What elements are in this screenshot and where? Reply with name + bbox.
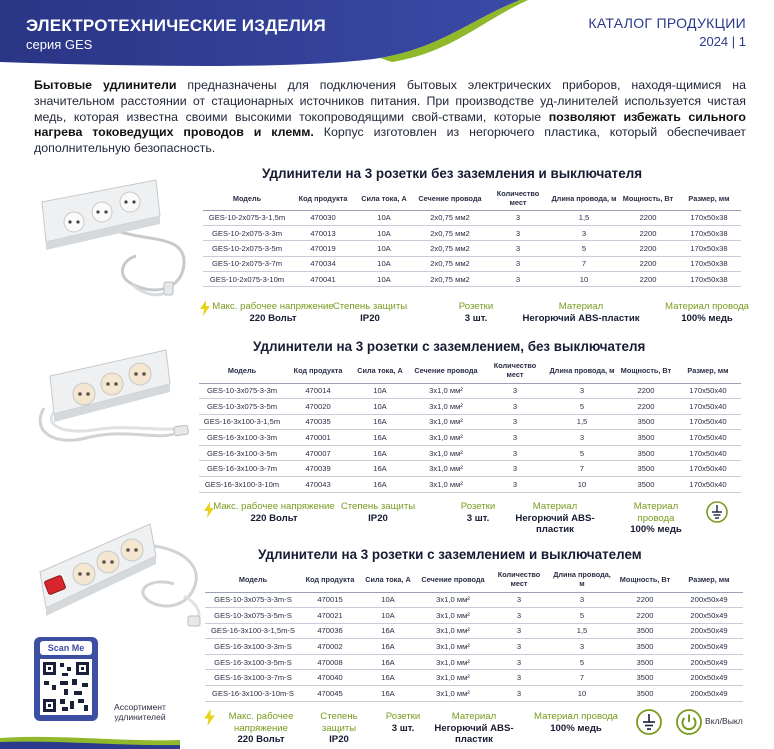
- param-value: 3 шт.: [464, 312, 488, 324]
- column-header: Сила тока, А: [355, 188, 413, 210]
- table-row: [203, 241, 741, 256]
- table-cell: 2x0,75 мм2: [413, 272, 487, 287]
- table-cell: 3: [489, 686, 549, 702]
- table-cell: 10A: [355, 256, 413, 271]
- table-cell: 2x0,75 мм2: [413, 256, 487, 271]
- table-cell: 470019: [291, 241, 355, 256]
- param-value: 220 Вольт: [249, 312, 297, 324]
- product-image-2: [34, 342, 204, 452]
- table-cell: 10A: [355, 210, 413, 225]
- table-cell: 170x50x38: [677, 225, 741, 240]
- param-material-2: [505, 501, 605, 536]
- table-cell: 3: [487, 256, 549, 271]
- param-material-1: [506, 301, 656, 324]
- table-cell: GES-16-3x100-3-3m-S: [205, 639, 301, 655]
- param-value: IP20: [368, 512, 388, 524]
- param-label: Розетки: [458, 301, 494, 312]
- table-cell: GES-16-3x100-3-1,5m: [199, 414, 285, 430]
- column-header: Код продукта: [285, 359, 351, 383]
- table-header-row: [203, 188, 741, 210]
- footer-wave: [0, 730, 774, 749]
- param-label: Материал провода: [664, 301, 750, 312]
- param-label: Материал провода: [633, 501, 679, 524]
- param-label: Розетки: [385, 711, 421, 722]
- table-row: [199, 383, 741, 399]
- table-cell: 10A: [355, 225, 413, 240]
- table-cell: 2x0,75 мм2: [413, 210, 487, 225]
- param-label: Степень защиты: [340, 501, 416, 512]
- product-image-1: [36, 172, 196, 300]
- table-cell: 3x1,0 мм²: [409, 430, 483, 446]
- table-cell: 3x1,0 мм²: [417, 686, 489, 702]
- table-cell: 3x1,0 мм²: [409, 477, 483, 493]
- param-value: 100% медь: [630, 524, 682, 535]
- table-cell: GES-10-2x075-3-5m: [203, 241, 291, 256]
- table-cell: 470043: [285, 477, 351, 493]
- table-cell: 16A: [359, 686, 417, 702]
- table-cell: 5: [549, 241, 619, 256]
- column-header: Размер, мм: [675, 568, 743, 592]
- table-cell: 3: [547, 383, 617, 399]
- table-cell: 170x50x40: [675, 461, 741, 477]
- table-cell: 3: [487, 272, 549, 287]
- param-wire-1: [652, 301, 762, 324]
- table-cell: 3: [487, 225, 549, 240]
- table-cell: 3x1,0 мм²: [409, 445, 483, 461]
- table-cell: 1,5: [549, 210, 619, 225]
- column-header: Сечение провода: [409, 359, 483, 383]
- table-cell: 200x50x49: [675, 686, 743, 702]
- table-cell: 3: [489, 623, 549, 639]
- table-cell: GES-10-2x075-3-1,5m: [203, 210, 291, 225]
- table-header-row: [199, 359, 741, 383]
- param-sockets-2: [442, 501, 514, 524]
- scan-me-label: Scan Me: [40, 641, 92, 655]
- table-cell: 2x0,75 мм2: [413, 225, 487, 240]
- catalog-label: КАТАЛОГ ПРОДУКЦИИ: [588, 15, 746, 31]
- table-cell: 3500: [617, 430, 675, 446]
- table-cell: GES-16-3x100-3-5m-S: [205, 654, 301, 670]
- table-cell: 10A: [351, 383, 409, 399]
- table-cell: 16A: [351, 430, 409, 446]
- table-row: [205, 670, 743, 686]
- spec-table-3: [205, 568, 743, 702]
- table-cell: 2200: [619, 272, 677, 287]
- table-cell: 3: [483, 383, 547, 399]
- param-value: Негорючий ABS-пластик: [434, 722, 514, 745]
- table-cell: 470036: [301, 623, 359, 639]
- param-value: 3 шт.: [391, 722, 415, 734]
- table-cell: 10A: [355, 241, 413, 256]
- table-cell: 470007: [285, 445, 351, 461]
- table-cell: 470034: [291, 256, 355, 271]
- table-cell: 2x0,75 мм2: [413, 241, 487, 256]
- table-cell: 170x50x40: [675, 399, 741, 415]
- column-header: Мощность, Вт: [615, 568, 675, 592]
- table-cell: 3: [489, 592, 549, 608]
- intro-paragraph: [34, 78, 746, 157]
- ground-icon: [706, 501, 728, 523]
- table-cell: 3500: [617, 445, 675, 461]
- table-cell: 3: [489, 639, 549, 655]
- table-cell: 170x50x40: [675, 445, 741, 461]
- table-cell: 2200: [617, 399, 675, 415]
- qr-pattern: [40, 659, 92, 715]
- column-header: Количество мест: [487, 188, 549, 210]
- table-cell: 3500: [617, 461, 675, 477]
- table-row: [203, 256, 741, 271]
- param-value: IP20: [329, 734, 349, 745]
- table-cell: 3: [483, 477, 547, 493]
- table-cell: 170x50x40: [675, 383, 741, 399]
- column-header: Размер, мм: [675, 359, 741, 383]
- param-protection-1: [330, 301, 410, 324]
- table-cell: GES-16-3x100-3-3m: [199, 430, 285, 446]
- table-cell: GES-10-3x075-3-3m: [199, 383, 285, 399]
- intro-text-1: предназначены для подключения бытовых электрических приборов, находя-щимися на значительном расстоянии от стационарных источников питания. При производстве уд-линителей используется чистая медь, которая известна своими высокими токопроводящими свой-ствами, которые: [34, 78, 747, 124]
- table-cell: 3x1,0 мм²: [409, 399, 483, 415]
- table-cell: GES-16-3x100-3-5m: [199, 445, 285, 461]
- table-cell: GES-16-3x100-3-10m: [199, 477, 285, 493]
- table-cell: 10: [549, 686, 615, 702]
- table-cell: 470045: [301, 686, 359, 702]
- section-1-title: Удлинители на 3 розетки без заземления и выключателя: [262, 166, 643, 181]
- table-cell: 3x1,0 мм²: [417, 639, 489, 655]
- param-label: Материал: [451, 711, 497, 722]
- param-voltage-2: [212, 501, 336, 524]
- column-header: Сила тока, А: [351, 359, 409, 383]
- table-cell: 470030: [291, 210, 355, 225]
- table-row: [205, 592, 743, 608]
- table-row: [205, 654, 743, 670]
- table-cell: 10A: [359, 608, 417, 624]
- column-header: Код продукта: [291, 188, 355, 210]
- table-cell: 16A: [359, 654, 417, 670]
- table-cell: 200x50x49: [675, 623, 743, 639]
- table-cell: GES-10-2x075-3-7m: [203, 256, 291, 271]
- table-cell: 1,5: [547, 414, 617, 430]
- table-cell: 470020: [285, 399, 351, 415]
- table-cell: 3500: [615, 623, 675, 639]
- column-header: Код продукта: [301, 568, 359, 592]
- header-series: серия GES: [26, 37, 93, 52]
- table-cell: 2200: [619, 256, 677, 271]
- table-row: [199, 414, 741, 430]
- table-cell: 2200: [619, 241, 677, 256]
- table-cell: 16A: [359, 639, 417, 655]
- table-header-row: [205, 568, 743, 592]
- table-cell: 10: [549, 272, 619, 287]
- param-value: 220 Вольт: [237, 734, 285, 745]
- table-row: [205, 639, 743, 655]
- table-row: [205, 623, 743, 639]
- table-cell: 470041: [291, 272, 355, 287]
- table-cell: 3: [489, 654, 549, 670]
- param-label: Степень защиты: [320, 711, 358, 734]
- table-cell: 7: [549, 256, 619, 271]
- column-header: Сила тока, А: [359, 568, 417, 592]
- table-cell: 470035: [285, 414, 351, 430]
- table-cell: 3x1,0 мм²: [409, 414, 483, 430]
- table-cell: 7: [549, 670, 615, 686]
- table-cell: 3: [483, 399, 547, 415]
- table-cell: GES-10-2x075-3-3m: [203, 225, 291, 240]
- table-cell: 5: [547, 399, 617, 415]
- param-value: Негорючий ABS-пластик: [515, 512, 595, 535]
- table-cell: 170x50x40: [675, 477, 741, 493]
- table-cell: 2200: [615, 608, 675, 624]
- param-value: 100% медь: [681, 312, 733, 324]
- param-wire-2: [618, 501, 694, 536]
- table-cell: 470014: [285, 383, 351, 399]
- table-cell: 3: [549, 592, 615, 608]
- table-cell: 3x1,0 мм²: [417, 654, 489, 670]
- table-cell: 2200: [615, 592, 675, 608]
- param-label: Макс. рабочее напряжение: [228, 711, 294, 734]
- param-label: Розетки: [460, 501, 496, 512]
- table-cell: 16A: [351, 414, 409, 430]
- table-cell: 3500: [615, 686, 675, 702]
- table-cell: 3: [487, 241, 549, 256]
- table-cell: 3x1,0 мм²: [417, 670, 489, 686]
- table-cell: 3: [483, 461, 547, 477]
- table-cell: 170x50x38: [677, 256, 741, 271]
- table-row: [199, 399, 741, 415]
- table-cell: 170x50x38: [677, 241, 741, 256]
- table-cell: GES-16-3x100-3-10m-S: [205, 686, 301, 702]
- column-header: Сечение провода: [417, 568, 489, 592]
- param-label: Материал провода: [533, 711, 619, 722]
- table-cell: 200x50x49: [675, 639, 743, 655]
- table-cell: 470015: [301, 592, 359, 608]
- param-label: Макс. рабочее напряжение: [212, 301, 334, 312]
- table-cell: 3: [547, 430, 617, 446]
- table-cell: 2200: [619, 210, 677, 225]
- table-cell: 3: [487, 210, 549, 225]
- table-cell: 470021: [301, 608, 359, 624]
- param-label: Макс. рабочее напряжение: [213, 501, 335, 512]
- intro-bold-2: позволяют избежать сильного нагрева токоведущих проводов и клемм.: [34, 109, 746, 140]
- table-cell: 3x1,0 мм²: [417, 623, 489, 639]
- table-cell: 170x50x40: [675, 430, 741, 446]
- table-row: [199, 445, 741, 461]
- table-cell: GES-16-3x100-3-7m: [199, 461, 285, 477]
- column-header: Модель: [205, 568, 301, 592]
- table-cell: 10: [547, 477, 617, 493]
- param-value: 3 шт.: [466, 512, 490, 524]
- param-value: 220 Вольт: [250, 512, 298, 524]
- param-protection-2: [338, 501, 418, 524]
- spec-table-2: [199, 359, 741, 493]
- param-value: IP20: [360, 312, 380, 324]
- table-cell: 470002: [301, 639, 359, 655]
- table-cell: 16A: [359, 670, 417, 686]
- table-cell: 3x1,0 мм²: [417, 592, 489, 608]
- param-label: Материал: [532, 501, 578, 512]
- table-cell: GES-10-3x075-3-5m: [199, 399, 285, 415]
- qr-code[interactable]: [34, 637, 98, 721]
- qr-caption: Ассортимент удлинителей: [114, 702, 166, 722]
- table-cell: 3500: [615, 670, 675, 686]
- table-row: [203, 210, 741, 225]
- param-label: Степень защиты: [332, 301, 408, 312]
- param-sockets-1: [440, 301, 512, 324]
- year-page: 2024 | 1: [699, 34, 746, 49]
- table-cell: 200x50x49: [675, 670, 743, 686]
- intro-bold-1: Бытовые удлинители: [34, 78, 177, 92]
- table-row: [203, 272, 741, 287]
- table-cell: 3x1,0 мм²: [409, 461, 483, 477]
- param-label: Материал: [558, 301, 604, 312]
- column-header: Количество мест: [483, 359, 547, 383]
- table-cell: 7: [547, 461, 617, 477]
- table-cell: 3x1,0 мм²: [409, 383, 483, 399]
- table-cell: 5: [549, 608, 615, 624]
- table-cell: GES-10-3x075-3-5m-S: [205, 608, 301, 624]
- table-cell: GES-16-3x100-3-1,5m-S: [205, 623, 301, 639]
- table-cell: 5: [547, 445, 617, 461]
- table-cell: GES-10-2x075-3-10m: [203, 272, 291, 287]
- table-row: [205, 608, 743, 624]
- column-header: Размер, мм: [677, 188, 741, 210]
- table-cell: 10A: [355, 272, 413, 287]
- product-image-3: [34, 512, 214, 630]
- table-cell: 1,5: [549, 623, 615, 639]
- table-row: [199, 477, 741, 493]
- table-cell: 3: [483, 430, 547, 446]
- table-cell: 200x50x49: [675, 608, 743, 624]
- table-cell: 3500: [617, 414, 675, 430]
- lightning-icon: [204, 709, 215, 726]
- column-header: Мощность, Вт: [617, 359, 675, 383]
- table-cell: 3: [549, 639, 615, 655]
- param-voltage-1: [208, 301, 338, 324]
- table-cell: 3: [483, 414, 547, 430]
- table-cell: 3: [489, 608, 549, 624]
- table-cell: 470013: [291, 225, 355, 240]
- table-cell: 3500: [615, 654, 675, 670]
- table-cell: 16A: [351, 461, 409, 477]
- table-cell: 3: [483, 445, 547, 461]
- param-value: Негорючий ABS-пластик: [522, 312, 640, 324]
- section-3-title: Удлинители на 3 розетки с заземлением и выключателем: [258, 547, 642, 562]
- table-cell: 3: [549, 225, 619, 240]
- table-cell: 3: [489, 670, 549, 686]
- table-cell: 170x50x40: [675, 414, 741, 430]
- table-cell: 16A: [351, 445, 409, 461]
- column-header: Длина провода, м: [547, 359, 617, 383]
- intro-text-2: Корпус изготовлен из негорючего пластика, который обеспечивает дополнительную безопасность.: [34, 125, 746, 156]
- switch-label: Вкл/Выкл: [705, 716, 743, 726]
- table-row: [203, 225, 741, 240]
- table-row: [205, 686, 743, 702]
- column-header: Длина провода, м: [549, 568, 615, 592]
- table-cell: 170x50x38: [677, 210, 741, 225]
- table-cell: 16A: [359, 623, 417, 639]
- column-header: Длина провода, м: [549, 188, 619, 210]
- spec-table-1: [203, 188, 741, 287]
- page-header: [0, 0, 774, 68]
- table-cell: 470001: [285, 430, 351, 446]
- param-value: 100% медь: [550, 722, 602, 734]
- table-cell: 3x1,0 мм²: [417, 608, 489, 624]
- table-cell: 200x50x49: [675, 654, 743, 670]
- table-cell: 5: [549, 654, 615, 670]
- table-cell: GES-16-3x100-3-7m-S: [205, 670, 301, 686]
- section-2-title: Удлинители на 3 розетки с заземлением, без выключателя: [253, 339, 646, 354]
- column-header: Сечение провода: [413, 188, 487, 210]
- header-title: ЭЛЕКТРОТЕХНИЧЕСКИЕ ИЗДЕЛИЯ: [26, 16, 326, 35]
- table-row: [199, 461, 741, 477]
- table-cell: 170x50x38: [677, 272, 741, 287]
- table-cell: 2200: [619, 225, 677, 240]
- column-header: Модель: [199, 359, 285, 383]
- table-cell: 16A: [351, 477, 409, 493]
- table-cell: 10A: [351, 399, 409, 415]
- column-header: Количество мест: [489, 568, 549, 592]
- table-cell: 10A: [359, 592, 417, 608]
- table-cell: 3500: [617, 477, 675, 493]
- table-cell: 470039: [285, 461, 351, 477]
- column-header: Модель: [203, 188, 291, 210]
- table-cell: 3500: [615, 639, 675, 655]
- table-row: [199, 430, 741, 446]
- table-cell: GES-10-3x075-3-3m-S: [205, 592, 301, 608]
- table-cell: 200x50x49: [675, 592, 743, 608]
- table-cell: 470008: [301, 654, 359, 670]
- column-header: Мощность, Вт: [619, 188, 677, 210]
- table-cell: 470040: [301, 670, 359, 686]
- table-cell: 2200: [617, 383, 675, 399]
